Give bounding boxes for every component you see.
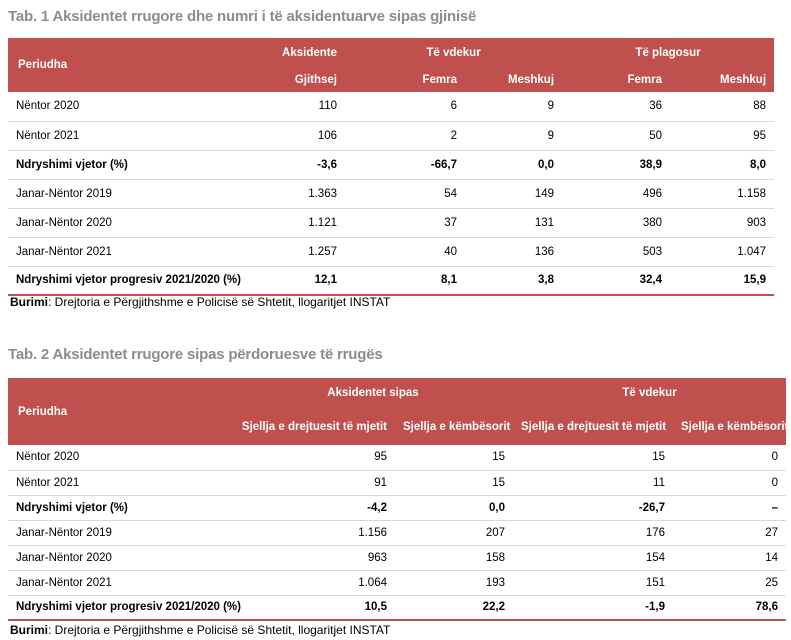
table1-header-meshkuj: Meshkuj: [670, 67, 774, 92]
cell: 15: [395, 470, 513, 495]
source-label: Burimi: [10, 295, 49, 309]
cell: 8,0: [670, 150, 774, 179]
cell: -26,7: [513, 495, 673, 520]
cell: 1.064: [233, 570, 395, 595]
cell: 88: [670, 92, 774, 121]
cell: 380: [562, 208, 670, 237]
cell: 0,0: [465, 150, 562, 179]
source-text: : Drejtoria e Përgjithshme e Policisë së Shtetit, llogaritjet INSTAT: [48, 623, 391, 637]
table-row: [8, 520, 786, 545]
table1: [8, 38, 774, 296]
table2-header-sjellja-kembesorit: Sjellja e këmbësorit: [673, 408, 786, 445]
table2-source: [10, 623, 390, 637]
cell: 36: [562, 92, 670, 121]
cell: 91: [233, 470, 395, 495]
table1-header-te-vdekur: Të vdekur: [345, 38, 562, 67]
table1-source: [10, 295, 390, 309]
cell: 1.121: [235, 208, 345, 237]
cell: 14: [673, 545, 786, 570]
table2-header-periudha: Periudha: [8, 378, 233, 445]
cell: 32,4: [562, 266, 670, 295]
source-label: Burimi: [10, 623, 49, 637]
table-row: [8, 121, 774, 150]
table-row: [8, 208, 774, 237]
cell: 37: [345, 208, 465, 237]
cell: –: [673, 495, 786, 520]
cell: 54: [345, 179, 465, 208]
cell: 503: [562, 237, 670, 266]
row-label: Janar-Nëntor 2019: [8, 520, 233, 545]
table-row: [8, 237, 774, 266]
table1-header-periudha: Periudha: [8, 38, 235, 92]
table-row: [8, 92, 774, 121]
table-row: [8, 445, 786, 470]
cell: 40: [345, 237, 465, 266]
cell: 0,0: [395, 495, 513, 520]
table-row: [8, 570, 786, 595]
cell: 193: [395, 570, 513, 595]
table-row: [8, 495, 786, 520]
cell: 176: [513, 520, 673, 545]
table1-header-femra: Femra: [345, 67, 465, 92]
table2: [8, 378, 789, 621]
cell: 25: [673, 570, 786, 595]
table1-title: Tab. 1 Aksidentet rrugore dhe numri i të aksidentuarve sipas gjinisë: [8, 8, 477, 25]
table2-header-sjellja-drejtuesit: Sjellja e drejtuesit të mjetit: [233, 408, 395, 445]
table2-header-te-vdekur: Të vdekur: [513, 378, 786, 408]
row-label: Nëntor 2021: [8, 121, 235, 150]
cell: 963: [233, 545, 395, 570]
table2-title: Tab. 2 Aksidentet rrugore sipas përdoruesve të rrugës: [8, 346, 383, 363]
cell: 15: [395, 445, 513, 470]
table2-header-sjellja-kembesorit: Sjellja e këmbësorit: [395, 408, 513, 445]
row-label: Janar-Nëntor 2020: [8, 208, 235, 237]
cell: 131: [465, 208, 562, 237]
cell: 9: [465, 92, 562, 121]
cell: 15: [513, 445, 673, 470]
cell: 10,5: [233, 595, 395, 620]
cell: 1.257: [235, 237, 345, 266]
table1-header-te-plagosur: Të plagosur: [562, 38, 774, 67]
cell: 78,6: [673, 595, 786, 620]
cell: 110: [235, 92, 345, 121]
row-label: Ndryshimi vjetor progresiv 2021/2020 (%): [8, 266, 235, 295]
cell: 8,1: [345, 266, 465, 295]
source-text: : Drejtoria e Përgjithshme e Policisë së Shtetit, llogaritjet INSTAT: [48, 295, 391, 309]
table-row: [8, 179, 774, 208]
table2-header-sjellja-drejtuesit: Sjellja e drejtuesit të mjetit: [513, 408, 673, 445]
table2-header-aksidentet-sipas: Aksidentet sipas: [233, 378, 513, 408]
row-label: Janar-Nëntor 2019: [8, 179, 235, 208]
cell: 3,8: [465, 266, 562, 295]
table1-header-aksidente: Aksidente: [235, 38, 345, 67]
cell: 1.047: [670, 237, 774, 266]
cell: -3,6: [235, 150, 345, 179]
cell: 15,9: [670, 266, 774, 295]
cell: 95: [233, 445, 395, 470]
row-label: Janar-Nëntor 2020: [8, 545, 233, 570]
cell: 903: [670, 208, 774, 237]
row-label: Nëntor 2020: [8, 92, 235, 121]
cell: 2: [345, 121, 465, 150]
cell: 1.156: [233, 520, 395, 545]
cell: 11: [513, 470, 673, 495]
cell: 22,2: [395, 595, 513, 620]
cell: 12,1: [235, 266, 345, 295]
cell: 6: [345, 92, 465, 121]
table1-header-femra: Femra: [562, 67, 670, 92]
cell: 496: [562, 179, 670, 208]
cell: 149: [465, 179, 562, 208]
row-label: Janar-Nëntor 2021: [8, 237, 235, 266]
cell: 136: [465, 237, 562, 266]
cell: 106: [235, 121, 345, 150]
row-label: Janar-Nëntor 2021: [8, 570, 233, 595]
cell: 0: [673, 470, 786, 495]
row-label: Ndryshimi vjetor (%): [8, 495, 233, 520]
row-label: Nëntor 2021: [8, 470, 233, 495]
table-row: [8, 266, 774, 295]
row-label: Nëntor 2020: [8, 445, 233, 470]
cell: 1.158: [670, 179, 774, 208]
cell: 1.363: [235, 179, 345, 208]
table-row: [8, 595, 786, 620]
cell: 151: [513, 570, 673, 595]
table1-header-gjithsej: Gjithsej: [235, 67, 345, 92]
cell: 0: [673, 445, 786, 470]
cell: 158: [395, 545, 513, 570]
cell: 207: [395, 520, 513, 545]
table1-header-meshkuj: Meshkuj: [465, 67, 562, 92]
cell: -66,7: [345, 150, 465, 179]
cell: 9: [465, 121, 562, 150]
cell: -4,2: [233, 495, 395, 520]
cell: -1,9: [513, 595, 673, 620]
cell: 95: [670, 121, 774, 150]
table-row: [8, 150, 774, 179]
cell: 27: [673, 520, 786, 545]
table-row: [8, 545, 786, 570]
table-row: [8, 470, 786, 495]
cell: 50: [562, 121, 670, 150]
row-label: Ndryshimi vjetor (%): [8, 150, 235, 179]
cell: 38,9: [562, 150, 670, 179]
cell: 154: [513, 545, 673, 570]
row-label: Ndryshimi vjetor progresiv 2021/2020 (%): [8, 595, 233, 620]
